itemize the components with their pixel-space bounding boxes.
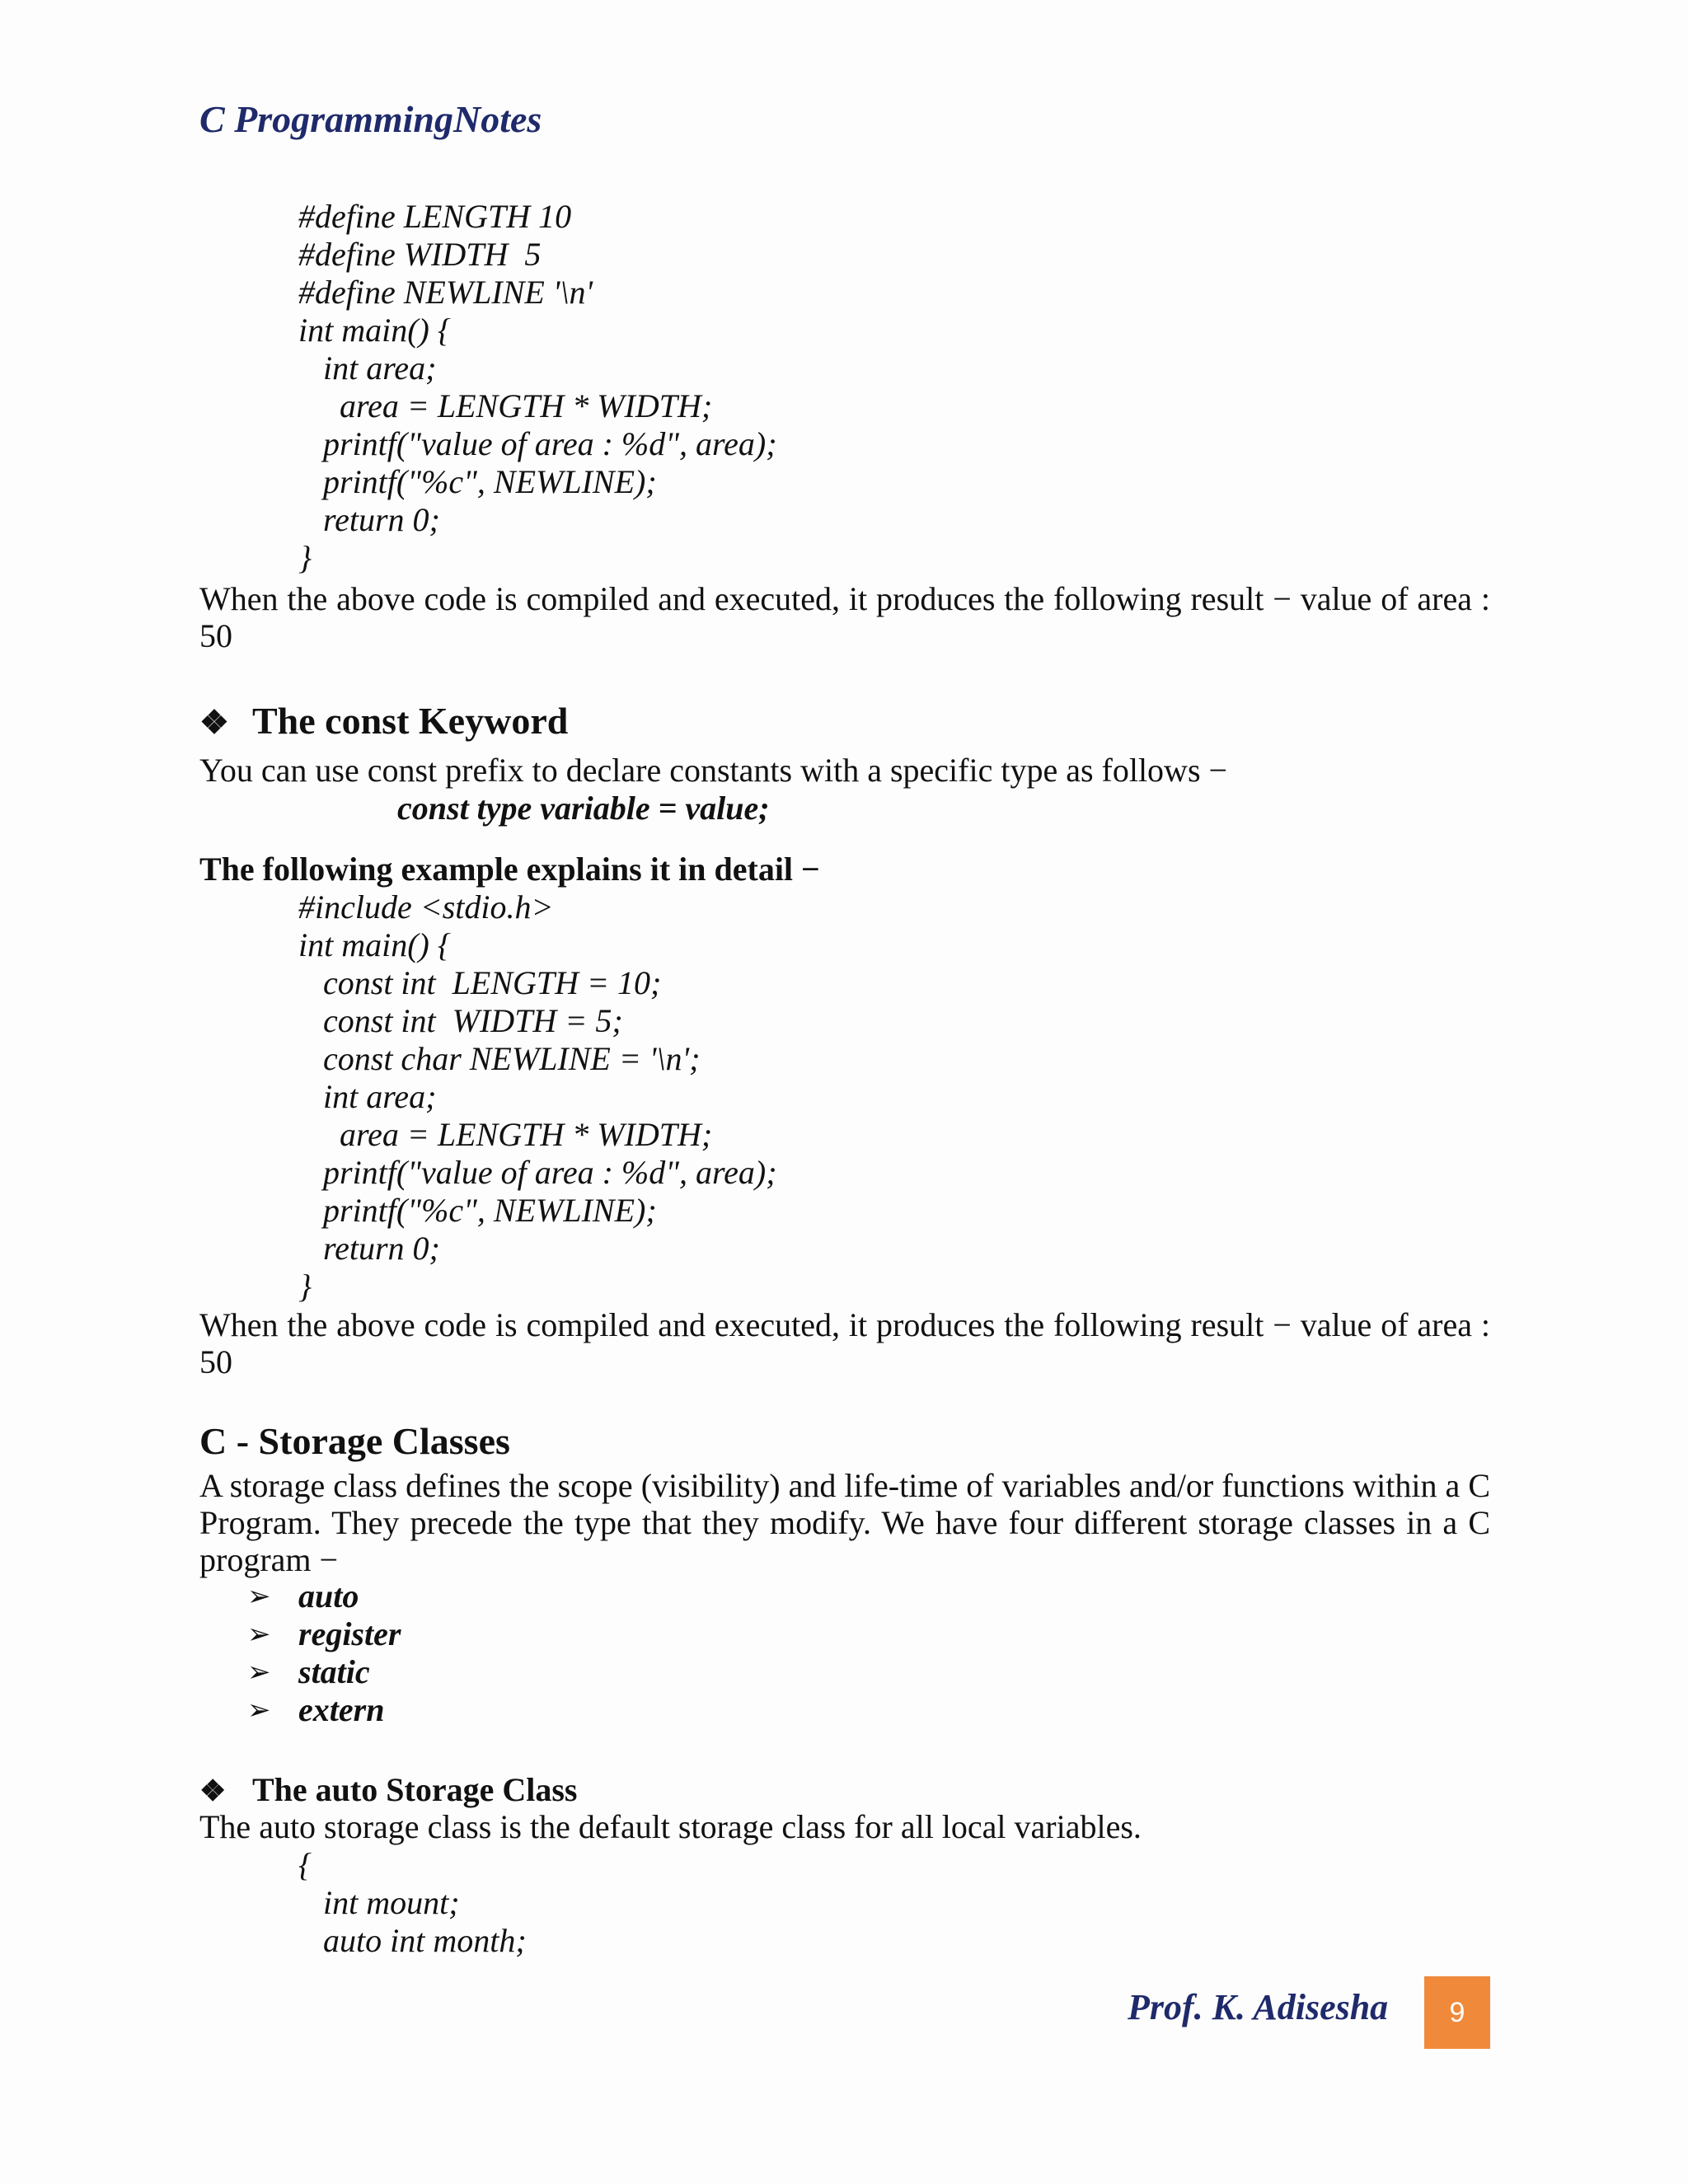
header-title: C ProgrammingNotes: [199, 98, 542, 140]
auto-intro-paragraph: The auto storage class is the default storage class for all local variables.: [199, 1808, 1142, 1845]
storage-class-list: [247, 1577, 401, 1729]
code-line: printf("value of area : %d", area);: [298, 425, 777, 462]
code-line: auto int month;: [298, 1922, 527, 1959]
storage-intro-paragraph: A storage class defines the scope (visibility) and life-time of variables and/or functions within a C Program. They precede the type that they modify. We have four different storage classes in a C program −: [199, 1467, 1490, 1578]
code-line: #include <stdio.h>: [298, 888, 554, 926]
code-line: #define WIDTH 5: [298, 236, 542, 273]
code-line: #define LENGTH 10: [298, 198, 572, 235]
code-line: #define NEWLINE '\n': [298, 274, 593, 311]
arrow-bullet-icon: ➢: [247, 1694, 271, 1727]
code-line: printf("value of area : %d", area);: [298, 1154, 777, 1191]
result-paragraph: When the above code is compiled and executed, it produces the following result − value of area : 50: [199, 580, 1490, 654]
example-label: The following example explains it in detail −: [199, 851, 820, 888]
arrow-bullet-icon: ➢: [247, 1618, 271, 1651]
list-item-label: static: [298, 1653, 370, 1690]
list-item: [247, 1653, 401, 1691]
code-line: int main() {: [298, 926, 451, 963]
page-number-badge: 9: [1424, 1976, 1490, 2049]
code-line: const int WIDTH = 5;: [298, 1002, 623, 1039]
code-line: area = LENGTH * WIDTH;: [298, 1116, 713, 1153]
section-heading-storage: C - Storage Classes: [199, 1420, 510, 1462]
code-block-const: [298, 888, 777, 1305]
result-paragraph: When the above code is compiled and executed, it produces the following result − value of area : 50: [199, 1306, 1490, 1380]
code-line: return 0;: [298, 1230, 440, 1267]
list-item-label: register: [298, 1615, 401, 1652]
code-line: }: [298, 539, 312, 576]
footer-author: Prof. K. Adisesha: [1128, 1987, 1389, 2027]
list-item-label: extern: [298, 1691, 385, 1728]
code-line: {: [298, 1846, 312, 1883]
const-syntax: const type variable = value;: [397, 790, 770, 827]
diamond-bullet-icon: ❖: [199, 1774, 227, 1807]
section-heading-auto: [199, 1770, 577, 1809]
section-heading-text: The auto Storage Class: [252, 1771, 578, 1808]
code-line: area = LENGTH * WIDTH;: [298, 387, 713, 424]
section-heading-const: [199, 699, 568, 743]
code-line: return 0;: [298, 501, 440, 538]
code-line: const char NEWLINE = '\n';: [298, 1040, 701, 1077]
code-line: printf("%c", NEWLINE);: [298, 1192, 657, 1229]
code-block-auto: [298, 1846, 527, 1960]
section-heading-text: The const Keyword: [252, 700, 569, 742]
code-line: int area;: [298, 349, 437, 387]
code-line: int mount;: [298, 1884, 460, 1921]
code-line: }: [298, 1268, 312, 1305]
code-line: printf("%c", NEWLINE);: [298, 463, 657, 500]
code-line: int main() {: [298, 312, 451, 349]
diamond-bullet-icon: ❖: [199, 704, 229, 741]
list-item: [247, 1691, 401, 1729]
code-block-define: [298, 198, 777, 577]
list-item: [247, 1615, 401, 1653]
code-line: int area;: [298, 1078, 437, 1115]
arrow-bullet-icon: ➢: [247, 1656, 271, 1689]
list-item-label: auto: [298, 1577, 359, 1615]
list-item: [247, 1577, 401, 1615]
arrow-bullet-icon: ➢: [247, 1580, 271, 1613]
code-line: const int LENGTH = 10;: [298, 964, 662, 1001]
const-intro-paragraph: You can use const prefix to declare constants with a specific type as follows −: [199, 752, 1228, 789]
